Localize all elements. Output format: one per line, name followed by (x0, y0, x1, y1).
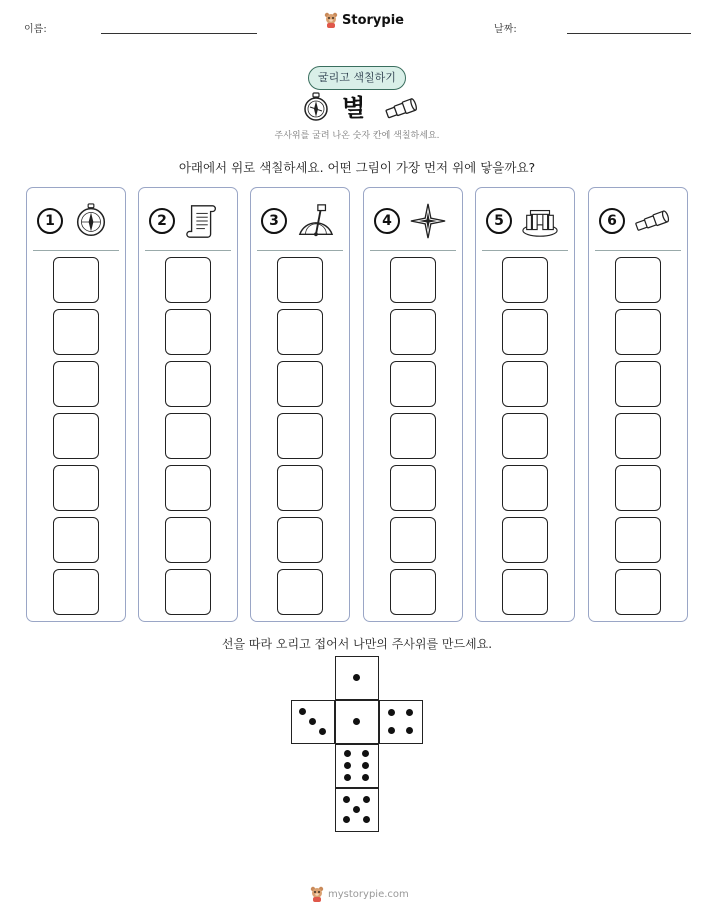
color-square[interactable] (502, 413, 548, 459)
color-square[interactable] (390, 465, 436, 511)
logo (324, 12, 404, 28)
dice-pip (388, 709, 395, 716)
dice-face-5 (335, 788, 379, 832)
column-header (589, 188, 687, 248)
dice-pip (353, 806, 360, 813)
color-square[interactable] (165, 517, 211, 563)
color-square[interactable] (277, 257, 323, 303)
date-label: 날짜: (494, 24, 517, 35)
color-square[interactable] (615, 569, 661, 615)
column-number: 6 (599, 208, 625, 234)
color-square[interactable] (390, 309, 436, 355)
color-square[interactable] (502, 309, 548, 355)
dice-pip (363, 796, 370, 803)
dice-pip (362, 774, 369, 781)
color-square[interactable] (277, 309, 323, 355)
compass-icon (301, 92, 331, 122)
bear-mascot-icon (310, 886, 324, 902)
column-divider (370, 250, 456, 251)
color-square[interactable] (615, 361, 661, 407)
color-square[interactable] (53, 517, 99, 563)
color-square[interactable] (390, 413, 436, 459)
color-square[interactable] (615, 413, 661, 459)
color-square[interactable] (277, 413, 323, 459)
color-square[interactable] (277, 465, 323, 511)
column-divider (595, 250, 681, 251)
date-line[interactable] (567, 33, 691, 34)
color-square[interactable] (502, 361, 548, 407)
color-square[interactable] (390, 569, 436, 615)
logo-text: Storypie (342, 12, 404, 28)
name-label: 이름: (24, 24, 47, 35)
color-square[interactable] (165, 257, 211, 303)
dice-pip (299, 708, 306, 715)
stonehenge-icon (520, 202, 560, 240)
race-column-1 (26, 187, 126, 622)
color-square[interactable] (165, 413, 211, 459)
color-square[interactable] (53, 569, 99, 615)
color-square[interactable] (502, 517, 548, 563)
color-square[interactable] (53, 361, 99, 407)
column-number: 1 (37, 208, 63, 234)
dice-face-3 (291, 700, 335, 744)
race-column-5 (475, 187, 575, 622)
color-square[interactable] (390, 517, 436, 563)
dice-pip (362, 762, 369, 769)
instruction: 아래에서 위로 색칠하세요. 어떤 그림이 가장 먼저 위에 닿을까요? (178, 160, 536, 175)
race-column-6 (588, 187, 688, 622)
scroll-icon (183, 202, 223, 240)
column-header (476, 188, 574, 248)
color-square[interactable] (165, 465, 211, 511)
column-header (139, 188, 237, 248)
dice-pip (406, 709, 413, 716)
spyglass-icon (384, 96, 418, 120)
dice-pip (353, 718, 360, 725)
dice-pip (309, 718, 316, 725)
color-square[interactable] (277, 569, 323, 615)
color-square[interactable] (53, 413, 99, 459)
sextant-icon (295, 202, 335, 240)
color-square[interactable] (502, 257, 548, 303)
color-square[interactable] (165, 361, 211, 407)
color-square[interactable] (53, 257, 99, 303)
color-square[interactable] (615, 465, 661, 511)
race-column-2 (138, 187, 238, 622)
column-header (251, 188, 349, 248)
color-square[interactable] (277, 361, 323, 407)
dice-face-6 (335, 744, 379, 788)
column-number: 4 (374, 208, 400, 234)
dice-pip (388, 727, 395, 734)
dice-face-1 (335, 700, 379, 744)
color-square[interactable] (165, 309, 211, 355)
dice-instruction: 선을 따라 오리고 접어서 나만의 주사위를 만드세요. (221, 637, 493, 651)
dice-pip (343, 796, 350, 803)
color-square[interactable] (277, 517, 323, 563)
compass-icon (71, 202, 111, 240)
column-header (27, 188, 125, 248)
page-title: 별 (342, 94, 366, 122)
color-square[interactable] (53, 465, 99, 511)
activity-badge: 굴리고 색칠하기 (308, 66, 406, 90)
dice-pip (344, 762, 351, 769)
column-divider (145, 250, 231, 251)
dice-pip (362, 750, 369, 757)
dice-pip (344, 750, 351, 757)
dice-face-1 (335, 656, 379, 700)
color-square[interactable] (502, 465, 548, 511)
dice-pip (353, 674, 360, 681)
color-square[interactable] (390, 361, 436, 407)
column-divider (33, 250, 119, 251)
dice-pip (343, 816, 350, 823)
color-square[interactable] (615, 309, 661, 355)
column-number: 3 (261, 208, 287, 234)
dice-face-4 (379, 700, 423, 744)
dice-pip (319, 728, 326, 735)
name-line[interactable] (101, 33, 257, 34)
footer-link[interactable]: mystorypie.com (328, 888, 409, 900)
column-divider (257, 250, 343, 251)
color-square[interactable] (165, 569, 211, 615)
color-square[interactable] (390, 257, 436, 303)
column-header (364, 188, 462, 248)
color-square[interactable] (615, 257, 661, 303)
column-number: 2 (149, 208, 175, 234)
dice-pip (406, 727, 413, 734)
dice-pip (363, 816, 370, 823)
dice-pip (344, 774, 351, 781)
column-divider (482, 250, 568, 251)
star-icon (408, 202, 448, 240)
column-number: 5 (486, 208, 512, 234)
footer (310, 886, 409, 902)
color-square[interactable] (502, 569, 548, 615)
race-column-4 (363, 187, 463, 622)
race-column-3 (250, 187, 350, 622)
spyglass-icon (633, 202, 673, 240)
bear-mascot-icon (324, 12, 338, 28)
color-square[interactable] (53, 309, 99, 355)
subtitle: 주사위를 굴려 나온 숫자 칸에 색칠하세요. (274, 131, 440, 141)
color-square[interactable] (615, 517, 661, 563)
